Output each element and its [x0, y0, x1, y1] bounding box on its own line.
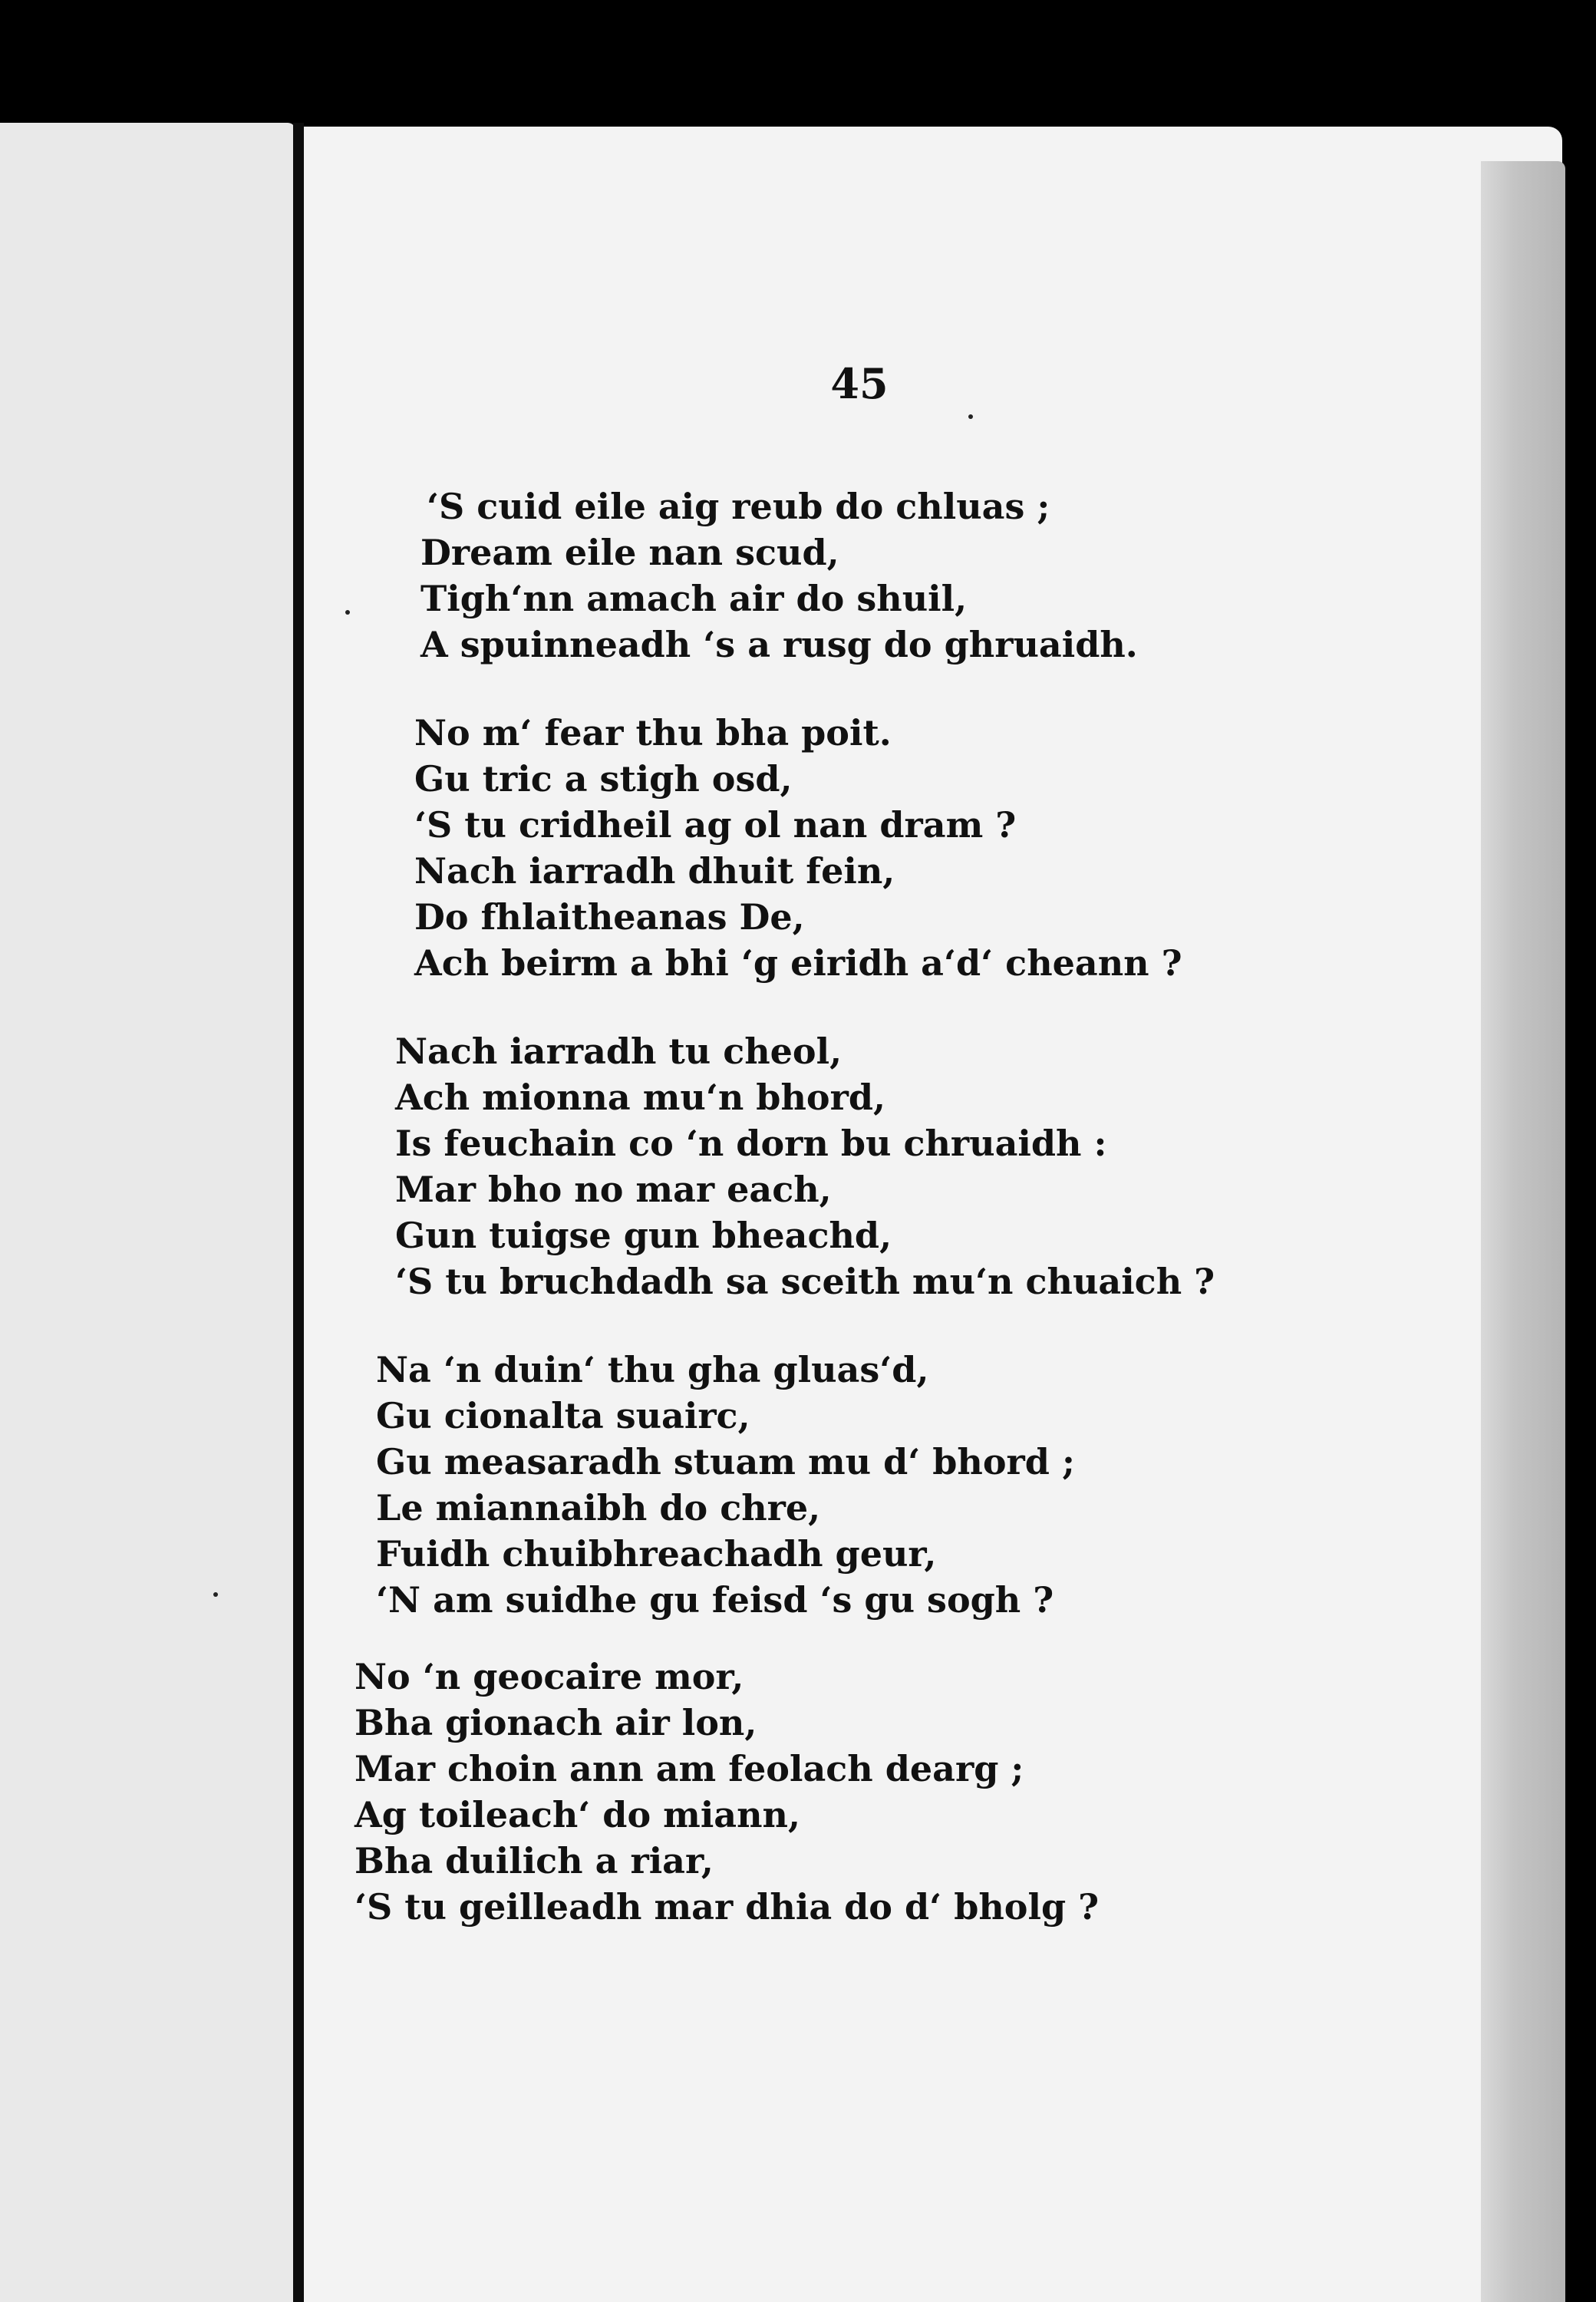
verse-line: Ach beirm a bhi ‘g eiridh a‘d‘ cheann ?	[414, 942, 1182, 984]
speck-mark	[213, 1592, 218, 1597]
verse-line: Gu measaradh stuam mu d‘ bhord ;	[376, 1441, 1075, 1482]
stanza-3	[395, 1028, 1215, 1304]
verse-line: Le miannaibh do chre,	[376, 1487, 821, 1529]
stanza-2	[414, 710, 1182, 986]
verse-line: Nach iarradh tu cheol,	[395, 1031, 843, 1072]
verse-line: Dream eile nan scud,	[420, 532, 839, 573]
page-number: 45	[830, 359, 889, 408]
stanza-4	[376, 1347, 1075, 1623]
verse-line: Fuidh chuibhreachadh geur,	[376, 1533, 937, 1575]
verse-line: ‘S cuid eile aig reub do chluas ;	[427, 486, 1050, 527]
verse-line: Bha gionach air lon,	[354, 1702, 757, 1743]
page-edge	[1481, 161, 1565, 2302]
verse-line: Gun tuigse gun bheachd,	[395, 1215, 892, 1256]
book-gutter	[293, 123, 304, 2302]
verse-line: No m‘ fear thu bha poit.	[414, 712, 892, 754]
verse-line: Gu cionalta suairc,	[376, 1395, 750, 1436]
verse-line: ‘S tu bruchdadh sa sceith mu‘n chuaich ?	[395, 1261, 1215, 1302]
verse-line: ‘S tu geilleadh mar dhia do d‘ bholg ?	[354, 1886, 1100, 1928]
left-page	[0, 123, 295, 2302]
verse-line: A spuinneadh ‘s a rusg do ghruaidh.	[420, 624, 1138, 665]
verse-line: Ach mionna mu‘n bhord,	[395, 1077, 885, 1118]
verse-line: Ag toileach‘ do miann,	[354, 1794, 801, 1835]
verse-line: Is feuchain co ‘n dorn bu chruaidh :	[395, 1123, 1107, 1164]
verse-line: Mar bho no mar each,	[395, 1169, 832, 1210]
verse-line: Do fhlaitheanas De,	[414, 896, 805, 938]
verse-line: Bha duilich a riar,	[354, 1840, 714, 1882]
verse-line: Nach iarradh dhuit fein,	[414, 850, 895, 892]
stanza-1	[420, 483, 1138, 668]
stanza-5	[354, 1654, 1099, 1930]
verse-line: No ‘n geocaire mor,	[354, 1656, 744, 1697]
verse-line: Gu tric a stigh osd,	[414, 758, 793, 800]
speck-mark	[345, 610, 350, 615]
verse-line: Tigh‘nn amach air do shuil,	[420, 578, 968, 619]
speck-mark	[968, 414, 973, 419]
verse-line: Na ‘n duin‘ thu gha gluas‘d,	[376, 1349, 929, 1390]
verse-line: ‘S tu cridheil ag ol nan dram ?	[414, 804, 1017, 846]
verse-line: ‘N am suidhe gu feisd ‘s gu sogh ?	[376, 1579, 1054, 1621]
verse-line: Mar choin ann am feolach dearg ;	[354, 1748, 1024, 1789]
